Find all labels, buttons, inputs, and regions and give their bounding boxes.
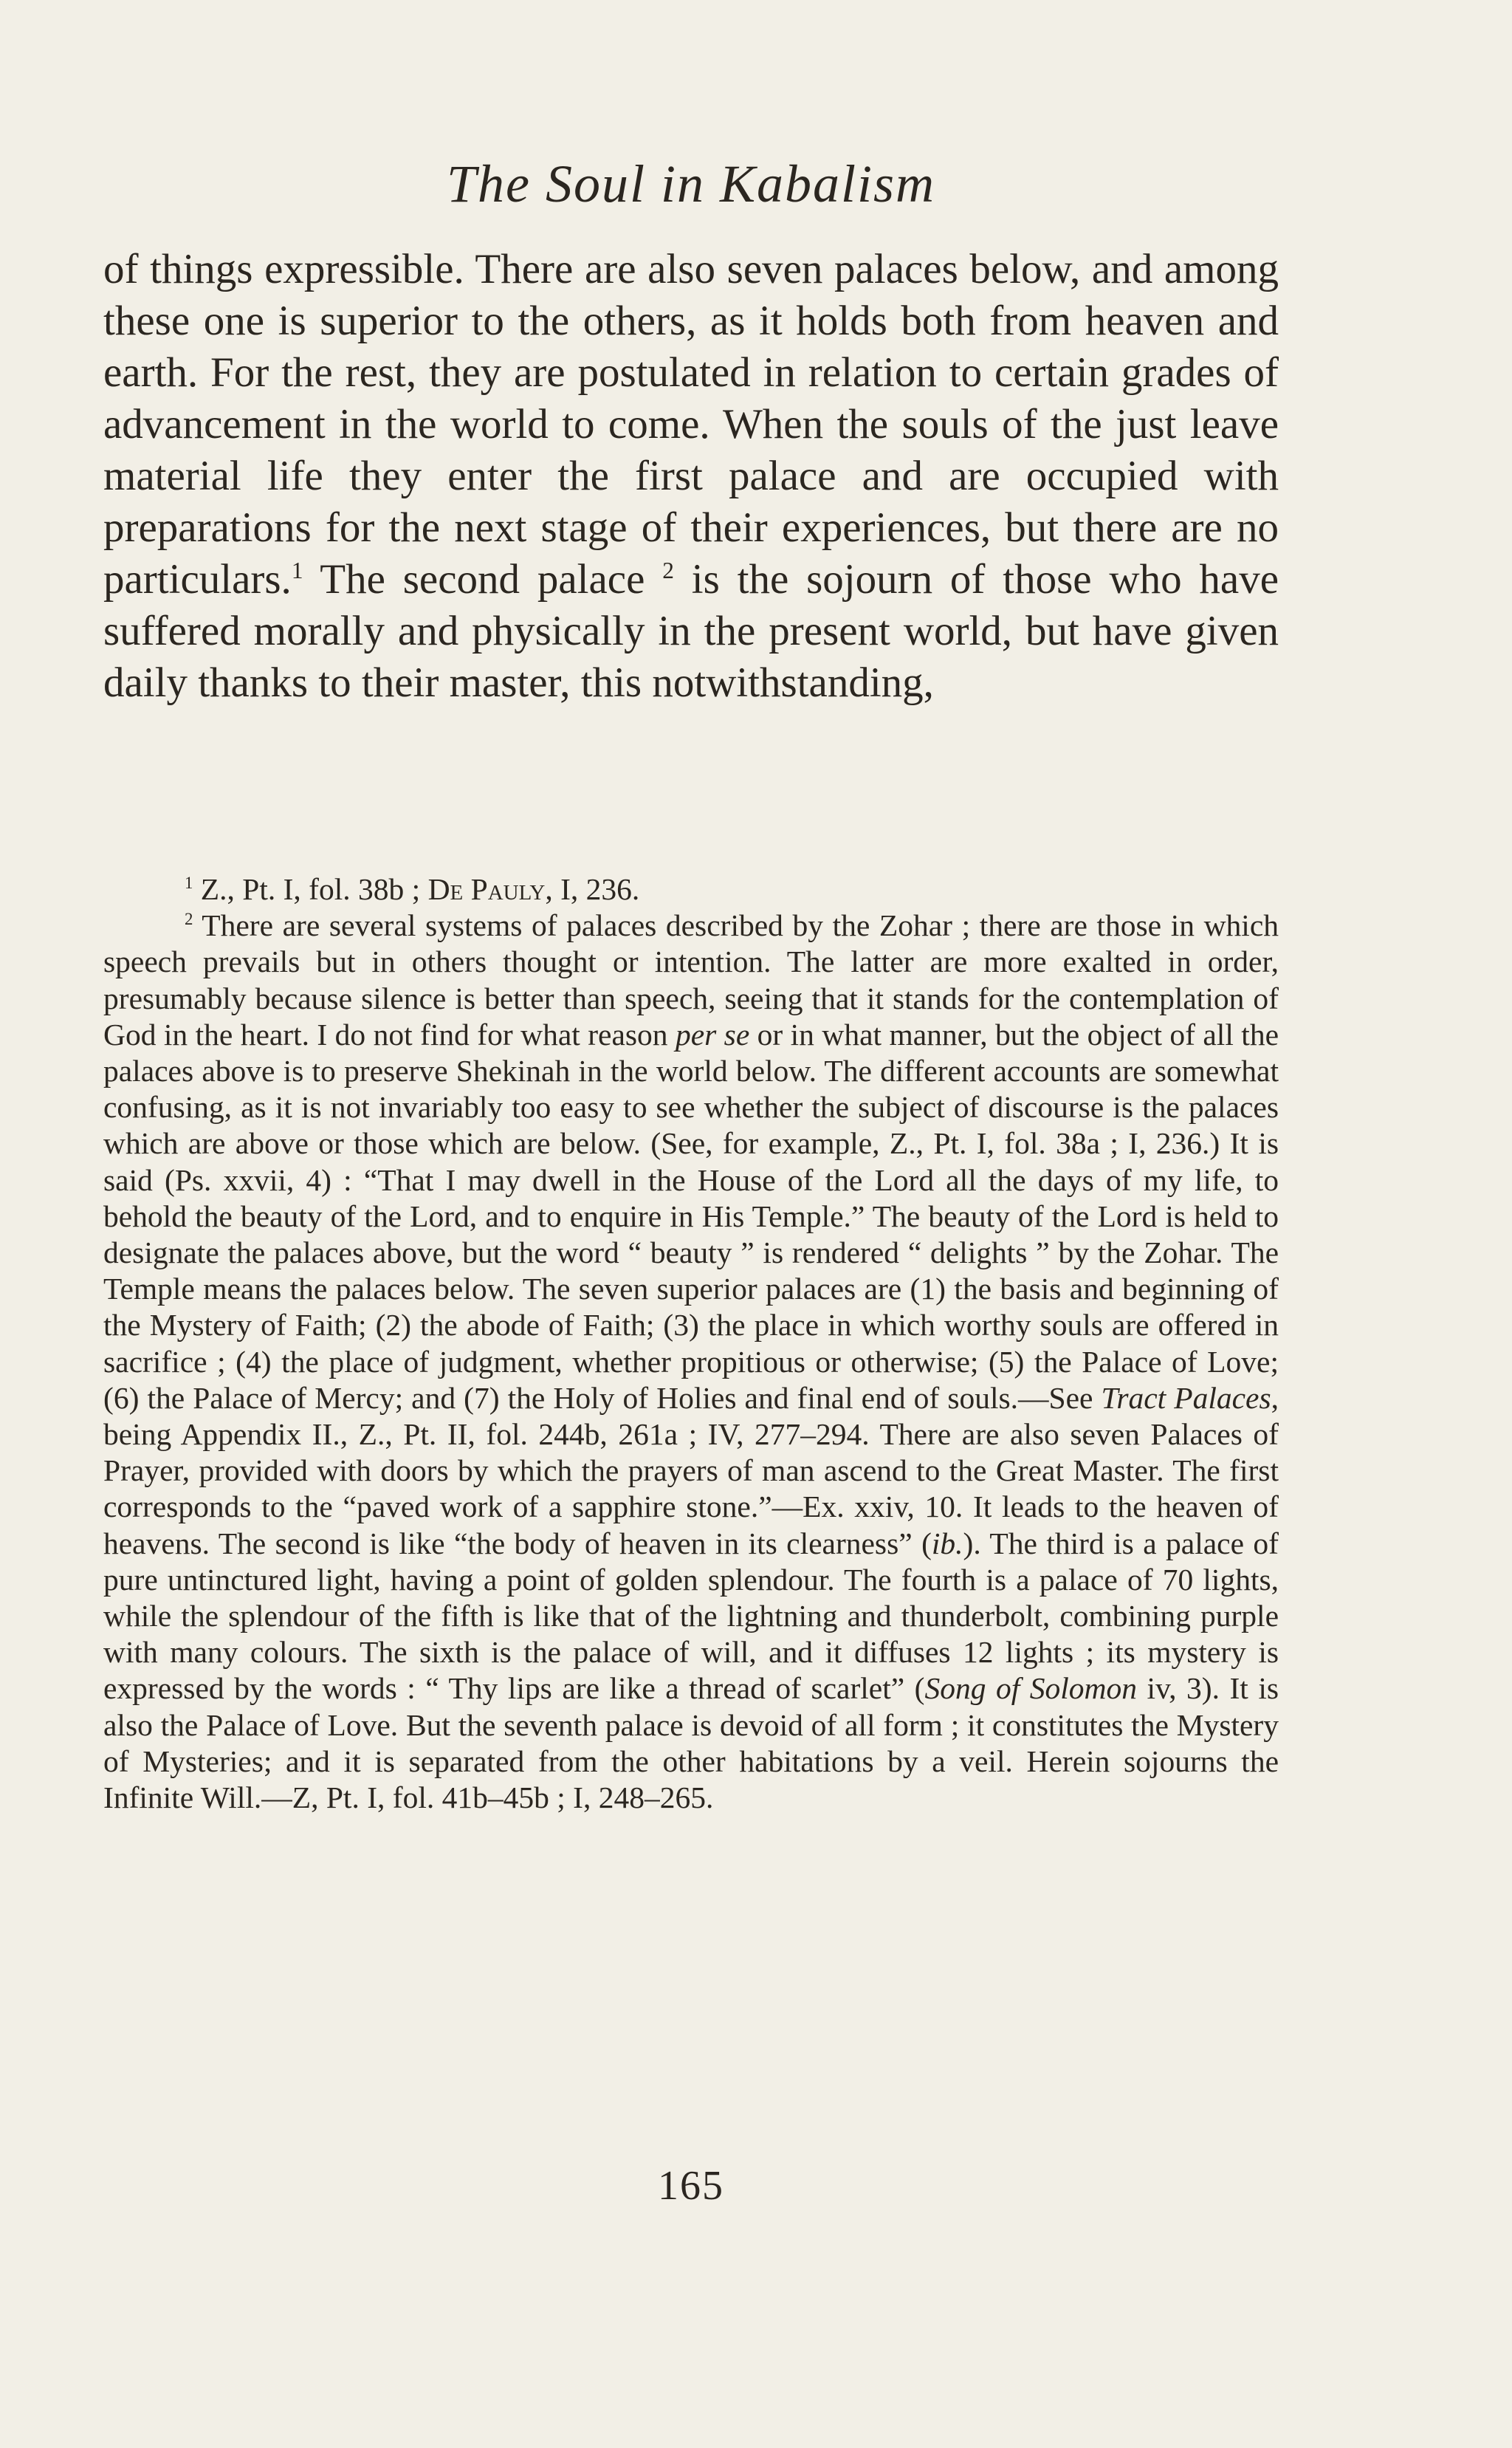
main-text-part-1: of things expressible. There are also seven palaces below, and among these one is superior to the others, as it holds both from heaven and earth. For the rest, they are postulated in relation to certain grades of advancement in the world to come. When the souls of the just leave material life they enter the first palace and are occupied with preparations for the next stage of their experiences, but there are no particulars. xyxy=(103,246,1279,603)
book-page xyxy=(103,0,1279,2448)
footnote-2-italic-ib: ib. xyxy=(931,1526,963,1560)
footnote-2-text-c: , being Appendix II., Z., Pt. II, fol. 244b, 261a ; IV, 277–294. There are also seven Palaces of Prayer, provided with doors by which the prayers of man ascend to the Great Master. The first corresponds to the “paved work of a sapphire stone.”—Ex. xxiv, 10. It leads to the heaven of heavens. The second is like “the body of heaven in its clearness” ( xyxy=(103,1380,1279,1560)
footnote-2-text-a: There are several systems of palaces described by the Zohar ; there are those in which speech prevails but in others thought or intention. The latter are more exalted in order, presumably because silence is better than speech, seeing that it stands for the contemplation of God in the heart. I do not find for what reason xyxy=(103,908,1279,1052)
running-head: The Soul in Kabalism xyxy=(446,154,936,213)
footnote-1-text-b: , I, 236. xyxy=(545,872,640,906)
main-paragraph xyxy=(103,244,1279,709)
footnote-2 xyxy=(103,908,1279,1816)
footnote-2-italic-song: Song of Solomon xyxy=(924,1671,1138,1706)
footnotes xyxy=(103,871,1279,1816)
footnote-2-text-d: ). The third is a palace of pure untinctured light, having a point of golden splendour. The fourth is a palace of 70 lights, while the splendour of the fifth is like that of the lightning and thunderbolt, combining purple with many colours. The sixth is the palace of will, and it diffuses 12 lights ; its mystery is expressed by the words : “ Thy lips are like a thread of scarlet” ( xyxy=(103,1526,1279,1706)
footnote-2-marker: 2 xyxy=(185,910,193,929)
footnote-2-text-e: iv, 3). It is also the Palace of Love. But the seventh palace is devoid of all form ; it constitutes the Mystery of Mysteries; and it is separated from the other habitations by a veil. Herein sojourns the Infinite Will.—Z, Pt. I, fol. 41b–45b ; I, 248–265. xyxy=(103,1671,1279,1815)
footnote-1-marker: 1 xyxy=(185,874,193,893)
footnote-1-author: De Pauly xyxy=(427,872,546,906)
footnote-ref-1[interactable]: 1 xyxy=(291,558,303,583)
footnote-1-text-a: Z., Pt. I, fol. 38b ; xyxy=(193,872,428,906)
footnote-ref-2[interactable]: 2 xyxy=(662,558,674,583)
footnote-2-italic-tract-palaces: Tract Palaces xyxy=(1101,1380,1271,1415)
footnote-1 xyxy=(103,871,1279,908)
page-number: 165 xyxy=(658,2163,724,2209)
main-text-part-2: The second palace xyxy=(303,556,663,603)
footnote-2-text-b: or in what manner, but the object of all the palaces above is to preserve Shekinah in the world below. The different accounts are somewhat confusing, as it is not invariably too easy to see whether the subject of discourse is the palaces which are above or those which are below. (See, for example, Z., Pt. I, fol. 38a ; I, 236.) It is said (Ps. xxvii, 4) : “That I may dwell in the House of the Lord all the days of my life, to behold the beauty of the Lord, and to enquire in His Temple.” The beauty of the Lord is held to designate the palaces above, but the word “ beauty ” is rendered “ delights ” by the Zohar. The Temple means the palaces below. The seven superior palaces are (1) the basis and beginning of the Mystery of Faith; (2) the abode of Faith; (3) the place in which worthy souls are offered in sacrifice ; (4) the place of judgment, whether propitious or otherwise; (5) the Palace of Love; (6) the Palace of Mercy; and (7) the Holy of Holies and final end of souls.—See xyxy=(103,1017,1279,1415)
main-text-part-3: is the sojourn of those who have suffered morally and physically in the present world, but have given daily thanks to their master, this notwithstanding, xyxy=(103,556,1279,706)
footnote-2-italic-per-se: per se xyxy=(675,1017,750,1052)
